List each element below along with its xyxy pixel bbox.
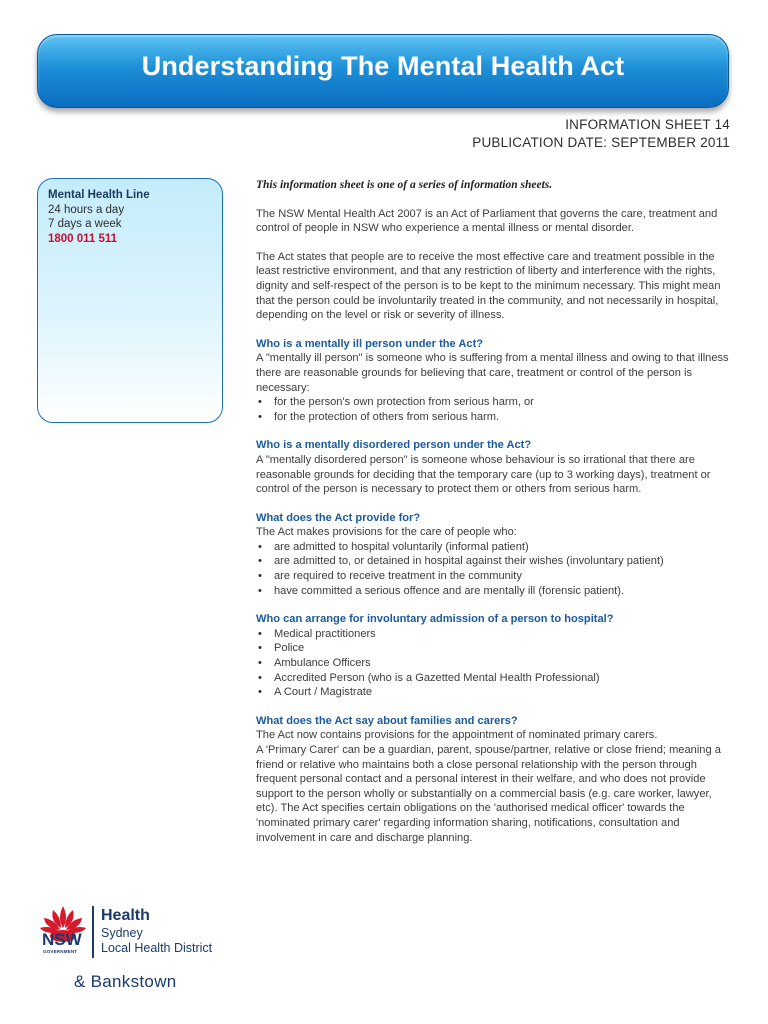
section-involuntary-admission <box>256 612 731 700</box>
main-content <box>256 178 731 859</box>
logo-district-text: Local Health District <box>101 941 213 955</box>
logo-divider <box>92 906 94 958</box>
bullet-list <box>256 395 731 424</box>
list-item: • have committed a serious offence and are mentally ill (forensic patient). <box>256 584 731 599</box>
logo-sydney-text: Sydney <box>101 926 143 940</box>
list-item: • for the protection of others from serious harm. <box>256 410 731 425</box>
mental-health-line-box <box>37 178 223 423</box>
helpline-hours: 24 hours a day <box>48 203 125 216</box>
section-heading: Who is a mentally ill person under the Act? <box>256 337 484 350</box>
section-families-carers <box>256 714 731 845</box>
nsw-health-logo <box>35 902 255 962</box>
list-item: • Medical practitioners <box>256 627 731 642</box>
helpline-days: 7 days a week <box>48 218 122 230</box>
paragraph: The Act states that people are to receive the most effective care and treatment possible in the least restrictive environment, and that any restriction of liberty and interference with the rights, dignity and self-respect of the person is to be kept to the minimum necessary. This might mean that the person could be involuntarily treated in the community, and not necessarily in hospital, depending on the level or risk or severity of illness. <box>256 250 721 322</box>
bullet-list <box>256 540 731 598</box>
list-item: • are admitted to, or detained in hospital against their wishes (involuntary patient) <box>256 554 731 569</box>
section-mentally-disordered <box>256 438 731 496</box>
logo-health-text: Health <box>101 907 150 924</box>
government-text: GOVERNMENT <box>43 949 78 954</box>
section-mentally-ill <box>256 337 731 425</box>
helpline-title: Mental Health Line <box>48 189 150 201</box>
list-item: • are required to receive treatment in the community <box>256 569 731 584</box>
intro-line: This information sheet is one of a series of information sheets. <box>256 179 553 191</box>
section-heading: What does the Act say about families and carers? <box>256 714 518 727</box>
section-heading: Who can arrange for involuntary admission of a person to hospital? <box>256 613 614 626</box>
nsw-text: NSW <box>42 930 82 949</box>
list-item: • Ambulance Officers <box>256 656 731 671</box>
list-item: • are admitted to hospital voluntarily (informal patient) <box>256 540 731 555</box>
list-item: • for the person's own protection from serious harm, or <box>256 395 731 410</box>
section-text: A "mentally ill person" is someone who is suffering from a mental illness and owing to that illness there are reasonable grounds for believing that care, treatment or control of the person is necessary: <box>256 352 729 394</box>
section-act-provisions <box>256 511 731 599</box>
publication-date: PUBLICATION DATE: SEPTEMBER 2011 <box>472 135 730 150</box>
helpline-phone: 1800 011 511 <box>48 232 118 245</box>
sheet-meta <box>472 116 730 152</box>
section-heading: Who is a mentally disordered person under the Act? <box>256 439 532 452</box>
paragraph: The NSW Mental Health Act 2007 is an Act of Parliament that governs the care, treatment and control of people in NSW who experience a mental illness or mental disorder. <box>256 207 718 235</box>
section-text: A 'Primary Carer' can be a guardian, parent, spouse/partner, relative or close friend; meaning a friend or relative who maintains both a close personal relationship with the person through frequent personal contact and a personal interest in their welfare, and who does not provide support to the person wholly or substantially on a commercial basis (e.g. care worker, lawyer, etc). The Act specifies certain obligations on the 'authorised medical officer' towards the 'nominated primary carer' regarding information sharing, notifications, consultation and involvement in care and discharge planning. <box>256 744 721 844</box>
section-text: The Act now contains provisions for the appointment of nominated primary carers. <box>256 729 658 742</box>
page-title: Understanding The Mental Health Act <box>141 51 625 81</box>
bankstown-label: & Bankstown <box>74 972 177 991</box>
bullet-list <box>256 627 731 700</box>
list-item: • Police <box>256 641 731 656</box>
sheet-number: INFORMATION SHEET 14 <box>565 117 730 132</box>
list-item: • A Court / Magistrate <box>256 685 731 700</box>
section-text: A "mentally disordered person" is someone whose behaviour is so irrational that there are reasonable grounds for deciding that the temporary care (up to 3 working days), treatment or control of the person is necessary to protect them or others from serious harm. <box>256 453 711 496</box>
section-heading: What does the Act provide for? <box>256 511 421 524</box>
list-item: • Accredited Person (who is a Gazetted Mental Health Professional) <box>256 671 731 686</box>
section-text: The Act makes provisions for the care of people who: <box>256 526 517 539</box>
title-banner <box>37 34 729 108</box>
